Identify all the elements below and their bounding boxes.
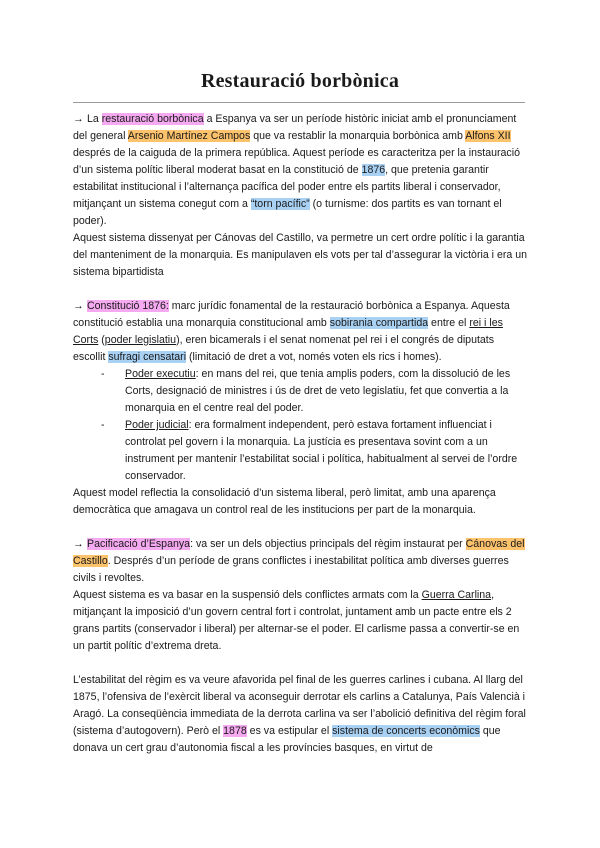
arrow-icon: → — [73, 538, 84, 550]
title-divider — [73, 102, 525, 103]
spacer — [73, 519, 528, 536]
highlight-1878: 1878 — [223, 725, 247, 737]
highlight-canovas-del-castillo: Cánovas del Castillo — [73, 538, 525, 567]
list-item-poder-judicial: - Poder judicial: era formalment independent, però estava fortament influenciat i controlat pel govern i la monarquia. La justícia es presentava sovint com a un instrument per mantenir l’estabilitat social i política, habitualment al servei de l’ordre conservador. — [125, 417, 528, 485]
paragraph-constitucio: → Constitució 1876: marc jurídic fonamental de la restauració borbònica a Espanya. Aquesta constitució establia una monarquia constitucional amb sobirania compartida entre el rei i les Corts (poder legislatiu), eren bicamerals i el senat nomenat pel rei i el congrés de diputats escollit sufragi censatari (limitació de dret a vot, només voten els rics i homes). — [73, 300, 510, 363]
arrow-icon: → — [73, 300, 84, 312]
highlight-alfons-xii: Alfons XII — [465, 130, 511, 142]
highlight-1876: 1876 — [361, 164, 386, 176]
page-title: Restauració borbònica — [200, 70, 400, 92]
underline-guerra-carlina: Guerra Carlina — [421, 589, 492, 601]
highlight-constitucio-1876: Constitució 1876: — [87, 300, 169, 312]
underline-poder-executiu: Poder executiu — [125, 368, 196, 380]
paragraph-model-reflectia: Aquest model reflectia la consolidació d’un sistema liberal, però limitat, amb una aparença democràtica que amagava un control real de les institucions per part de la monarquia. — [73, 487, 496, 516]
arrow-icon: → — [73, 113, 84, 125]
list-item-poder-executiu: - Poder executiu: en mans del rei, que tenia amplis poders, com la dissolució de les Corts, designació de ministres i ús de dret de veto legislatiu, fet que convertia a la monarquia en el centre real del poder. — [125, 366, 528, 417]
highlight-sufragi-censatari: sufragi censatari — [108, 351, 187, 363]
highlight-torn-pacific: “torn pacífic” — [250, 198, 310, 210]
spacer — [73, 655, 528, 672]
paragraph-pacificacio: → Pacificació d’Espanya: va ser un dels objectius principals del règim instaurat per Cánovas del Castillo. Després d’un període de grans conflictes i inestabilitat política amb diverses guerres civils i revoltes. — [73, 538, 525, 584]
paragraph-restauracio: → La restauració borbònica a Espanya va ser un període històric iniciat amb el pronunciament del general Arsenio Martínez Campos que va restablir la monarquia borbònica amb Alfons XII després de la caiguda de la primera república. Aquest període es caracteritza per la instauració d’un sistema polític liberal moderat basat en la constitució de 1876, que pretenia garantir estabilitat institucional i l’alternança pacífica del poder entre els partits liberal i conservador, mitjançant un sistema conegut com a “torn pacífic” (o turnisme: dos partits es van tornant el poder). — [73, 113, 520, 227]
powers-list — [73, 366, 528, 485]
document-body — [73, 111, 528, 757]
underline-poder-judicial: Poder judicial — [125, 419, 189, 431]
underline-rei-i-les-corts: rei i les Corts — [73, 317, 503, 346]
paragraph-estabilitat: L’estabilitat del règim es va veure afavorida pel final de les guerres carlines i cubana. Al llarg del 1875, l’ofensiva de l’exèrcit liberal va aconseguir derrotar els carlins a Catalunya, País Valencià i Aragó. La conseqüència immediata de la derrota carlina va ser l’abolició definitiva del règim foral (sistema d’autogovern). Però el 1878 es va estipular el sistema de concerts econòmics que donava un cert grau d’autonomia fiscal a les províncies basques, en virtut de — [73, 674, 526, 754]
highlight-sistema-concerts-economics: sistema de concerts econòmics — [332, 725, 480, 737]
highlight-restauracio-borbonica: restauració borbònica — [101, 113, 204, 125]
underline-poder-legislatiu: poder legislatiu — [104, 334, 177, 346]
spacer — [73, 281, 528, 298]
paragraph-suspensio-conflictes: Aquest sistema es va basar en la suspensió dels conflictes armats com la Guerra Carlina, mitjançant la imposició d’un govern central fort i controlat, juntament amb un pacte entre els 2 grans partits (conservador i liberal) per alternar-se el poder. El carlisme passa a convertir-se en un partit polític d’extrema dreta. — [73, 589, 520, 652]
highlight-arsenio-martinez-campos: Arsenio Martínez Campos — [127, 130, 251, 142]
highlight-pacificacio-espanya: Pacificació d’Espanya — [87, 538, 191, 550]
highlight-sobirania-compartida: sobirania compartida — [329, 317, 429, 329]
paragraph-canovas-system: Aquest sistema dissenyat per Cánovas del Castillo, va permetre un cert ordre polític i la garantia del manteniment de la monarquia. Es manipulaven els vots per tal d’assegurar la victòria i era un sistema bipartidista — [73, 232, 528, 278]
